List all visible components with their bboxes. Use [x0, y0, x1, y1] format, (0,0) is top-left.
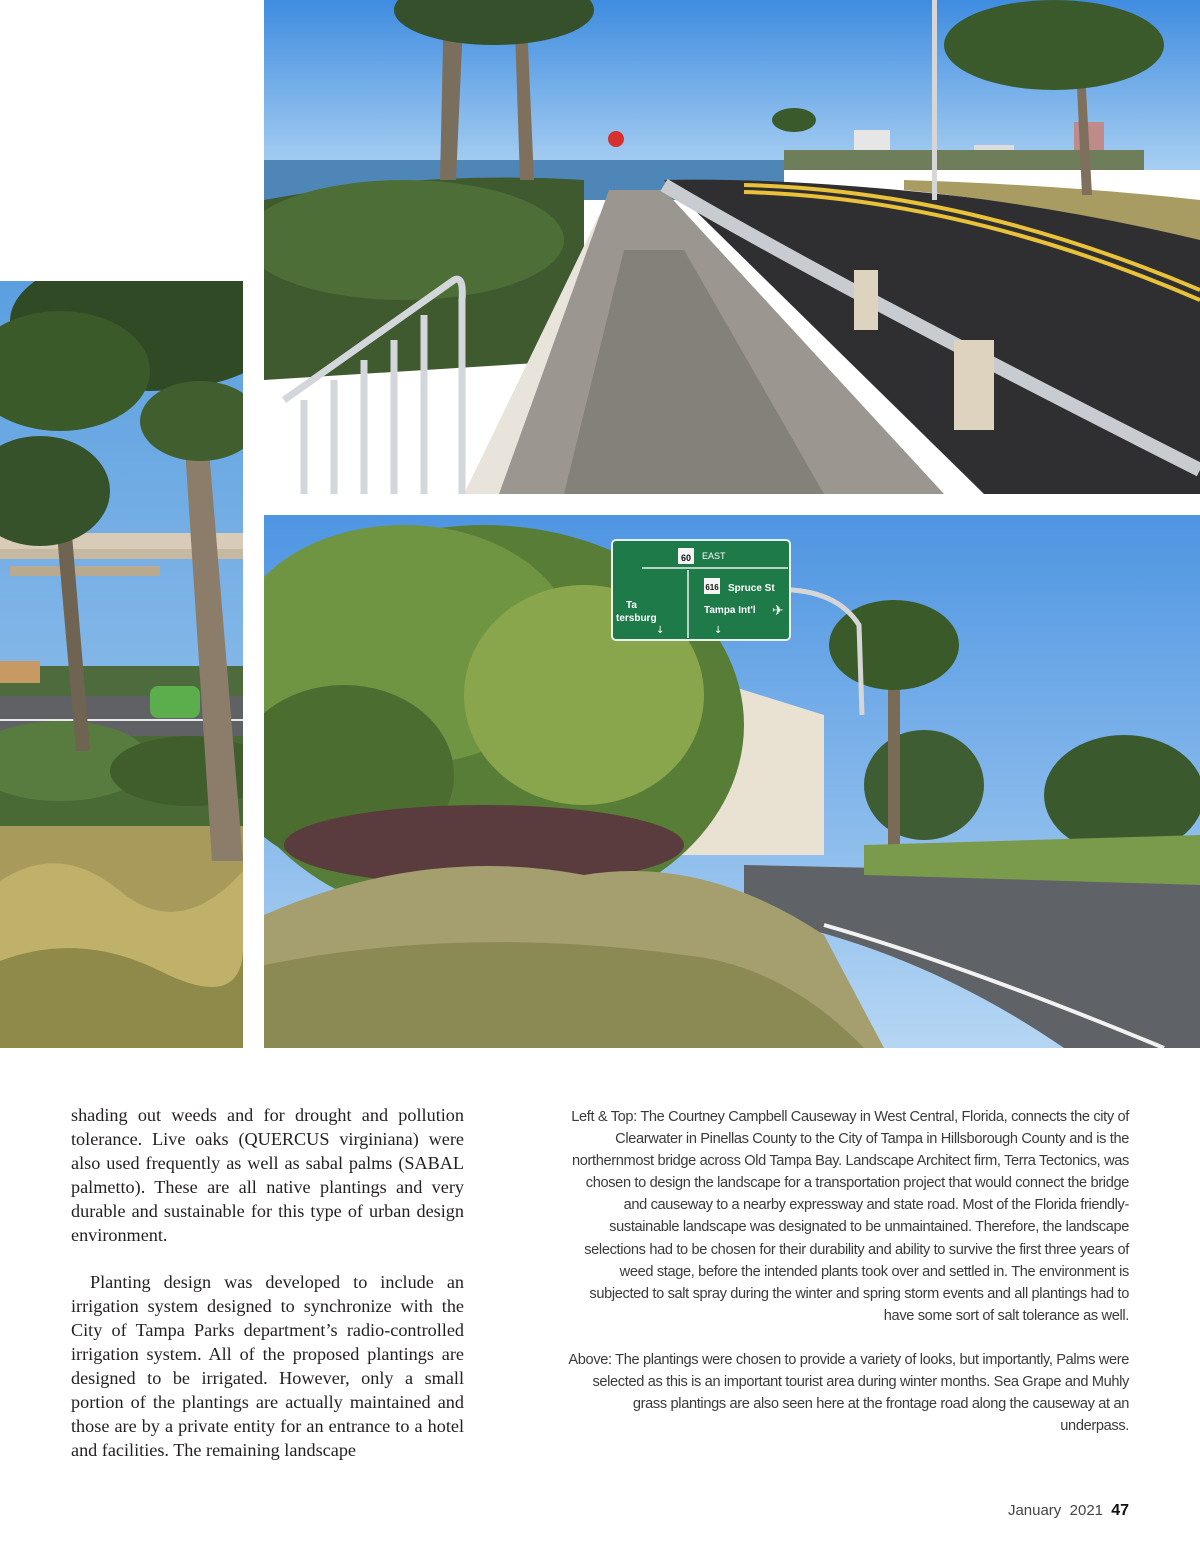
body-paragraph-2: Planting design was developed to include an irrigation system designed to synchronize with the City of Tampa Parks department’s radio-controlled irrigation system. All of the proposed plantings are designed to be irrigated. However, only a small portion of the plantings are actually maintained and those are by a private entity for an entrance to a hotel and facilities. The remaining landscape	[71, 1272, 464, 1460]
highway-sign	[612, 540, 790, 640]
caption-left-top: Left & Top: The Courtney Campbell Causeway in West Central, Florida, connects the city of Clearwater in Pinellas County to the City of Tampa in Hillsborough County and is the northernmost bridge across Old Tampa Bay. Landscape Architect firm, Terra Tectonics, was chosen to design the landscape for a transportation project that would connect the bridge and causeway to a nearby expressway and state road. Most of the Florida friendly-sustainable landscape was designated to be unmaintained. Therefore, the landscape selections had to be chosen for their durability and ability to survive the first three years of weed stage, before the intended plants took over and settled in. The environment is subjected to salt spray during the winter and spring storm events and all plantings had to have some sort of salt tolerance as well.	[571, 1109, 1129, 1324]
down-arrow-icon: ↓	[714, 625, 723, 636]
sign-airport: Tampa Int'l	[704, 605, 756, 616]
down-arrow-icon: ↓	[656, 625, 665, 636]
sign-direction: EAST	[702, 551, 726, 561]
airplane-icon: ✈	[772, 603, 784, 619]
sign-street: Spruce St	[728, 583, 775, 594]
body-text-column	[71, 1104, 464, 1463]
page-number: 47	[1111, 1502, 1129, 1519]
folio-year: 2021	[1069, 1502, 1104, 1519]
sign-route-60: 60	[680, 553, 692, 563]
caption-above: Above: The plantings were chosen to provide a variety of looks, but importantly, Palms were selected as this is an important tourist area during winter months. Sea Grape and Muhly grass plantings are also seen here at the frontage road along the causeway at an underpass.	[568, 1351, 1129, 1435]
folio-month: January	[1007, 1502, 1062, 1519]
caption-column	[562, 1106, 1129, 1437]
sign-left-line2: tersburg	[616, 613, 657, 624]
body-paragraph-1: shading out weeds and for drought and pollution tolerance. Live oaks (QUERCUS virginiana) were also used frequently as well as sabal palms (SABAL palmetto). These are all native plantings and very durable and sustainable for this type of urban design environment.	[71, 1105, 464, 1245]
page-folio	[1008, 1502, 1129, 1520]
sign-route-616: 616	[705, 583, 719, 592]
palm-median-photo	[0, 281, 243, 1048]
causeway-sidewalk-photo	[264, 0, 1200, 494]
sign-left-line1: Ta	[626, 600, 637, 611]
underpass-planting-photo	[264, 515, 1200, 1048]
